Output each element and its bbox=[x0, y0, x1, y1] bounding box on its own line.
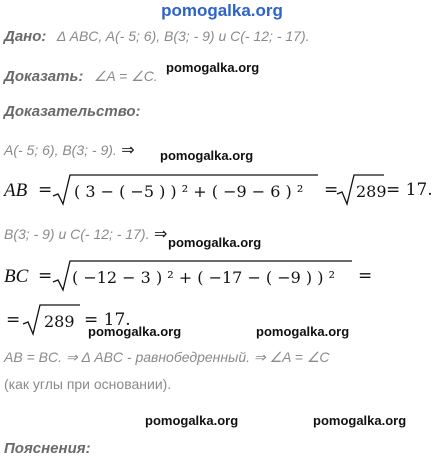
bc-value: 289 bbox=[44, 312, 75, 331]
watermark-4: pomogalka.org bbox=[88, 324, 182, 339]
given-text: Δ ABC, A(- 5; 6), B(3; - 9) и C(- 12; - 17). bbox=[56, 28, 310, 44]
watermark-5: pomogalka.org bbox=[256, 324, 350, 339]
step1-points: A(- 5; 6), B(3; - 9). bbox=[4, 142, 117, 158]
bc-result: = 17. bbox=[84, 310, 131, 330]
site-title: pomogalka.org bbox=[161, 1, 283, 20]
prove-line bbox=[4, 68, 158, 86]
proof-heading: Доказательство: bbox=[4, 103, 141, 120]
bc-line2-eq: = bbox=[6, 310, 21, 330]
given-heading: Дано: bbox=[4, 28, 47, 45]
watermark-7: pomogalka.org bbox=[313, 413, 407, 428]
watermark-3: pomogalka.org bbox=[168, 235, 262, 250]
watermark-6: pomogalka.org bbox=[145, 413, 239, 428]
bc-eq: = bbox=[38, 266, 53, 286]
ab-lhs: AB bbox=[4, 180, 28, 201]
watermark-2: pomogalka.org bbox=[160, 148, 254, 163]
step2-line bbox=[4, 224, 167, 244]
conclusion-note: (как углы при основании). bbox=[4, 376, 172, 392]
prove-heading: Доказать: bbox=[4, 68, 84, 85]
step1-line bbox=[4, 140, 135, 160]
ab-value: 289 bbox=[356, 182, 387, 201]
ab-result: = 17. bbox=[386, 180, 433, 200]
step2-points: B(3; - 9) и C(- 12; - 17). bbox=[4, 226, 150, 242]
given-line bbox=[4, 28, 310, 46]
explanation-heading: Пояснения: bbox=[4, 440, 91, 457]
prove-text: ∠A = ∠C. bbox=[93, 68, 158, 84]
watermark-1: pomogalka.org bbox=[166, 60, 260, 75]
conclusion-text: AB = BC. ⇒ Δ ABC - равнобедренный. ⇒ ∠A = ∠C bbox=[4, 349, 330, 365]
bc-radicand: ( −12 − 3 ) ² + ( −17 − ( −9 ) ) ² bbox=[72, 268, 335, 287]
implies-arrow-1: ⇒ bbox=[121, 140, 135, 159]
bc-lhs: BC bbox=[4, 266, 29, 287]
ab-radicand: ( 3 − ( −5 ) ) ² + ( −9 − 6 ) ² bbox=[74, 182, 304, 201]
ab-eq: = bbox=[38, 180, 53, 200]
implies-arrow-2: ⇒ bbox=[153, 224, 168, 243]
